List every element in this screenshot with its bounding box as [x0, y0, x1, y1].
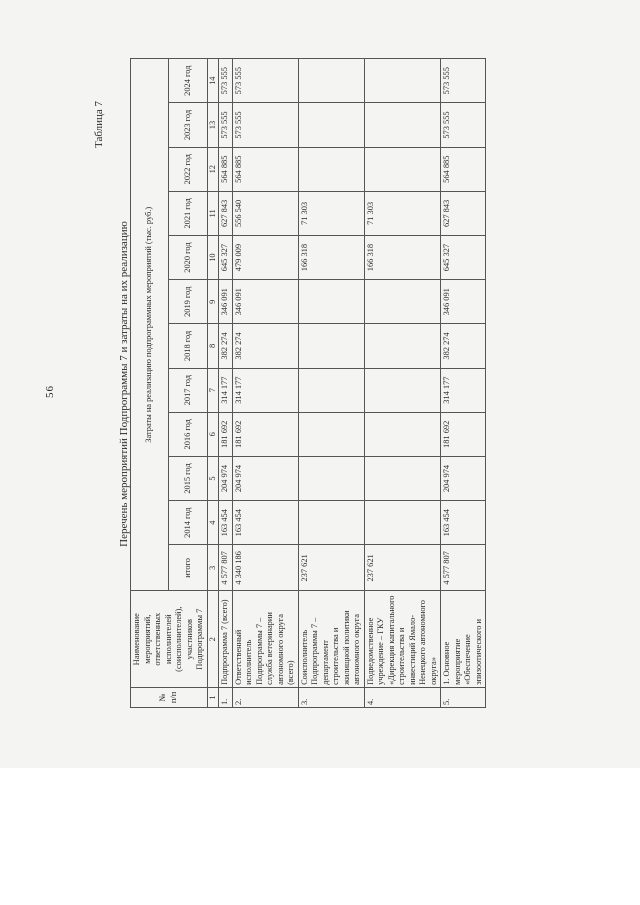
column-number: 10 [207, 235, 219, 279]
cell-2024 [364, 59, 441, 103]
cell-total: 4 340 186 [232, 545, 298, 591]
header-year: 2017 год [169, 368, 207, 412]
table-row [232, 59, 298, 708]
cell-2015: 204 974 [219, 456, 233, 500]
row-number: 2. [232, 687, 298, 707]
cell-2019 [364, 280, 441, 324]
column-number: 7 [207, 368, 219, 412]
cell-2016 [364, 412, 441, 456]
header-year: 2024 год [169, 59, 207, 103]
cell-2017: 314 177 [441, 368, 486, 412]
cell-2014 [364, 501, 441, 545]
cell-2014: 163 454 [232, 501, 298, 545]
column-number: 12 [207, 147, 219, 191]
cell-2022: 564 885 [219, 147, 233, 191]
column-number: 4 [207, 501, 219, 545]
header-total: итого [169, 545, 207, 591]
page-number: 56 [44, 385, 56, 398]
cell-2017: 314 177 [219, 368, 233, 412]
costs-table [130, 58, 486, 708]
header-year: 2015 год [169, 456, 207, 500]
column-number: 11 [207, 191, 219, 235]
row-name: Подведомственное учреждение – ГКУ «Дирекция капитального строительства и инвестиций Ямало-Ненецкого автономного округа» [364, 591, 441, 687]
cell-2014: 163 454 [219, 501, 233, 545]
row-number: 4. [364, 687, 441, 707]
header-name: Наименование мероприятий, ответственных исполнителей (соисполнителей), участников Подпрограммы 7 [131, 591, 208, 687]
cell-2018 [298, 324, 364, 368]
column-number: 2 [207, 591, 219, 687]
cell-2022: 564 885 [441, 147, 486, 191]
row-number: 5. [441, 687, 486, 707]
header-num: № п/п [131, 687, 208, 707]
cell-2018: 382 274 [232, 324, 298, 368]
column-number: 9 [207, 280, 219, 324]
header-year: 2019 год [169, 280, 207, 324]
header-year: 2021 год [169, 191, 207, 235]
cell-2020: 166 318 [298, 235, 364, 279]
cell-2016: 181 692 [232, 412, 298, 456]
cell-2018 [364, 324, 441, 368]
column-number: 13 [207, 103, 219, 147]
column-number: 1 [207, 687, 219, 707]
cell-2015 [298, 456, 364, 500]
column-number: 8 [207, 324, 219, 368]
table-row [219, 59, 233, 708]
table-label: Таблица 7 [93, 100, 105, 148]
cell-2021: 71 303 [298, 191, 364, 235]
header-year: 2018 год [169, 324, 207, 368]
cell-2020: 479 009 [232, 235, 298, 279]
cell-2018: 382 274 [219, 324, 233, 368]
cell-2020: 645 327 [441, 235, 486, 279]
header-costs-group: Затраты на реализацию подпрограммных мероприятий (тыс. руб.) [131, 59, 169, 592]
header-year: 2016 год [169, 412, 207, 456]
cell-2017 [364, 368, 441, 412]
cell-2019: 346 091 [232, 280, 298, 324]
row-number: 3. [298, 687, 364, 707]
cell-2022: 564 885 [232, 147, 298, 191]
cell-2015 [364, 456, 441, 500]
cell-2018: 382 274 [441, 324, 486, 368]
header-year: 2014 год [169, 501, 207, 545]
row-name: Подпрограмма 7 (всего) [219, 591, 233, 687]
cell-2014 [298, 501, 364, 545]
cell-2016: 181 692 [441, 412, 486, 456]
header-year: 2023 год [169, 103, 207, 147]
cell-2016 [298, 412, 364, 456]
row-name: 1. Основное мероприятие «Обеспечение эпизоотического и [441, 591, 486, 687]
row-name: Соисполнитель Подпрограммы 7 – департамент строительства и жилищной политики автономного округа [298, 591, 364, 687]
header-year: 2022 год [169, 147, 207, 191]
table-row [364, 59, 441, 708]
cell-2022 [298, 147, 364, 191]
column-number: 5 [207, 456, 219, 500]
cell-2022 [364, 147, 441, 191]
cell-total: 237 621 [298, 545, 364, 591]
cell-2019: 346 091 [441, 280, 486, 324]
cell-2015: 204 974 [232, 456, 298, 500]
column-number: 6 [207, 412, 219, 456]
cell-2020: 645 327 [219, 235, 233, 279]
cell-2021: 556 540 [232, 191, 298, 235]
cell-2021: 627 843 [219, 191, 233, 235]
table-row [441, 59, 486, 708]
cell-2023: 573 555 [232, 103, 298, 147]
cell-2017: 314 177 [232, 368, 298, 412]
table-row [298, 59, 364, 708]
cell-2024: 573 555 [219, 59, 233, 103]
cell-2023 [298, 103, 364, 147]
cell-2024: 573 555 [232, 59, 298, 103]
cell-2017 [298, 368, 364, 412]
cell-total: 4 577 807 [219, 545, 233, 591]
row-name: Ответственный исполнитель Подпрограммы 7 – служба ветеринарии автономного округа (всего) [232, 591, 298, 687]
cell-2016: 181 692 [219, 412, 233, 456]
cell-2023 [364, 103, 441, 147]
cell-2021: 71 303 [364, 191, 441, 235]
cell-2024 [298, 59, 364, 103]
cell-2014: 163 454 [441, 501, 486, 545]
cell-2015: 204 974 [441, 456, 486, 500]
column-number-row [207, 59, 219, 708]
column-number: 14 [207, 59, 219, 103]
cell-2019: 346 091 [219, 280, 233, 324]
column-number: 3 [207, 545, 219, 591]
cell-2023: 573 555 [219, 103, 233, 147]
cell-2019 [298, 280, 364, 324]
cell-total: 237 621 [364, 545, 441, 591]
header-year: 2020 год [169, 235, 207, 279]
cell-total: 4 577 807 [441, 545, 486, 591]
cell-2023: 573 555 [441, 103, 486, 147]
cell-2024: 573 555 [441, 59, 486, 103]
row-number: 1. [219, 687, 233, 707]
cell-2020: 166 318 [364, 235, 441, 279]
document-title: Перечень мероприятий Подпрограммы 7 и затраты на их реализацию [118, 221, 130, 547]
cell-2021: 627 843 [441, 191, 486, 235]
